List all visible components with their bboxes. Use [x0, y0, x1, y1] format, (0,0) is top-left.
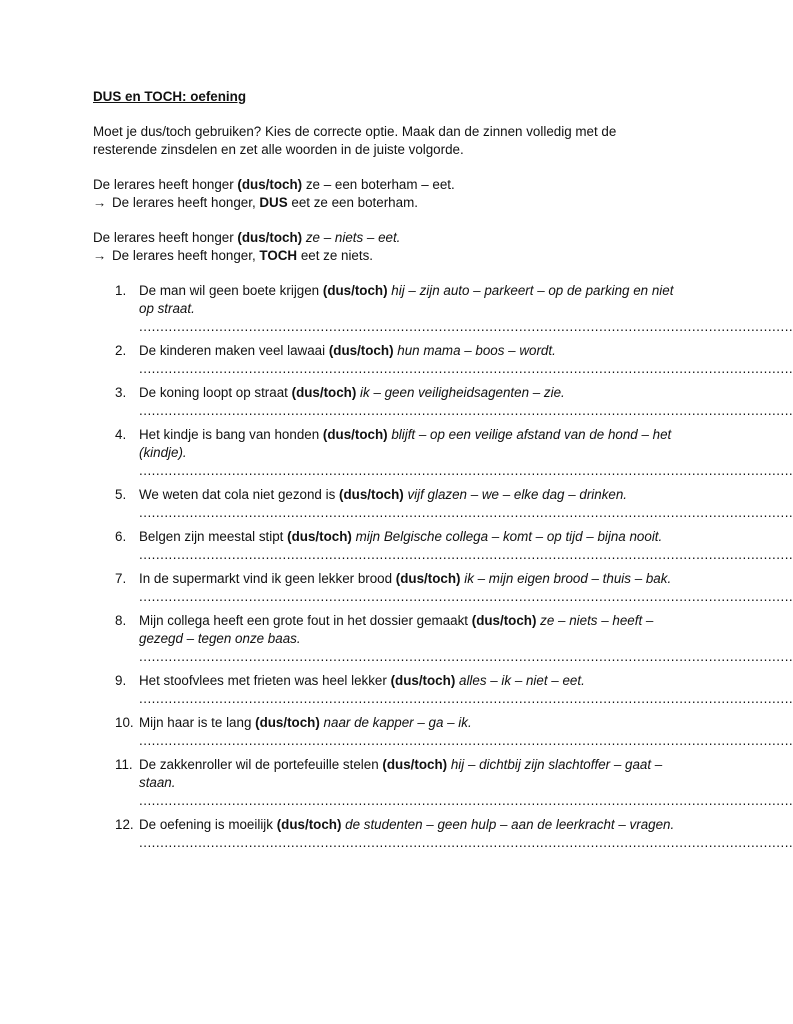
example-answer-start: De lerares heeft honger,: [112, 195, 260, 210]
answer-line[interactable]: ...........................................................................................................................................................: [139, 793, 793, 808]
exercise-item: [93, 486, 793, 520]
answer-line[interactable]: ...........................................................................................................................................................: [139, 361, 793, 376]
exercise-lead: Belgen zijn meestal stipt: [139, 529, 288, 544]
exercise-number: 1.: [115, 283, 127, 298]
exercise-word-parts: ik – mijn eigen brood – thuis – bak.: [460, 571, 672, 586]
exercise-lead: De kinderen maken veel lawaai: [139, 343, 329, 358]
exercise-number: 9.: [115, 673, 127, 688]
exercise-lead: Het stoofvlees met frieten was heel lekker: [139, 673, 391, 688]
exercise-word-parts: vijf glazen – we – elke dag – drinken.: [403, 487, 628, 502]
example-answer-start: De lerares heeft honger,: [112, 248, 260, 263]
exercise-word-parts: hun mama – boos – wordt.: [393, 343, 556, 358]
answer-line[interactable]: ...........................................................................................................................................................: [139, 403, 793, 418]
answer-line[interactable]: ...........................................................................................................................................................: [139, 547, 793, 562]
exercise-lead: De man wil geen boete krijgen: [139, 283, 323, 298]
exercise-choice: (dus/toch): [328, 343, 394, 358]
exercise-choice: (dus/toch): [382, 757, 448, 772]
exercise-number: 2.: [115, 343, 127, 358]
exercise-choice: (dus/toch): [390, 673, 456, 688]
instructions: Moet je dus/toch gebruiken? Kies de correcte optie. Maak dan de zinnen volledig met de resterende zinsdelen en zet alle woorden in de juiste volgorde.: [93, 124, 617, 157]
exercise-sentence: [139, 487, 627, 502]
worksheet-title: DUS en TOCH: oefening: [93, 89, 247, 104]
exercise-number: 10.: [115, 715, 134, 730]
exercise-lead: Het kindje is bang van honden: [139, 427, 323, 442]
exercise-number: 3.: [115, 385, 127, 400]
example-answer-keyword: TOCH: [259, 248, 298, 263]
examples: [93, 176, 678, 265]
exercise-number: 12.: [115, 817, 134, 832]
exercise-number: 5.: [115, 487, 127, 502]
exercise-choice: (dus/toch): [287, 529, 352, 544]
exercise-item: [93, 426, 793, 478]
exercise-item: [93, 570, 793, 604]
exercise-choice: (dus/toch): [395, 571, 461, 586]
exercise-sentence: [139, 343, 556, 358]
exercise-sentence: [139, 715, 472, 730]
example-prompt: [93, 229, 678, 247]
exercise-choice: (dus/toch): [471, 613, 537, 628]
answer-line[interactable]: ...........................................................................................................................................................: [139, 649, 793, 664]
answer-line[interactable]: ...........................................................................................................................................................: [139, 691, 793, 706]
exercise-item: [93, 282, 793, 334]
example-choice: (dus/toch): [237, 230, 303, 245]
exercise-sentence: [139, 529, 662, 544]
example-prompt-start: De lerares heeft honger: [93, 230, 238, 245]
exercise-number: 4.: [115, 427, 127, 442]
exercise-lead: De oefening is moeilijk: [139, 817, 277, 832]
exercise-item: [93, 612, 793, 664]
exercise-sentence: [139, 283, 673, 316]
arrow-right-icon: →: [93, 248, 107, 263]
arrow-right-icon: →: [93, 195, 107, 210]
exercise-word-parts: blijft – op een veilige afstand van de hond – het (kindje).: [139, 427, 672, 460]
exercise-lead: Mijn collega heeft een grote fout in het dossier gemaakt: [139, 613, 472, 628]
example-answer-keyword: DUS: [259, 195, 288, 210]
answer-line[interactable]: ...........................................................................................................................................................: [139, 589, 793, 604]
exercise-sentence: [139, 385, 565, 400]
example-prompt-rest: ze – niets – eet.: [302, 230, 401, 245]
exercise-sentence: [139, 427, 671, 460]
exercise-item: [93, 714, 793, 748]
example-block: [93, 229, 678, 265]
exercise-item: [93, 528, 793, 562]
example-choice: (dus/toch): [237, 177, 303, 192]
exercise-choice: (dus/toch): [291, 385, 357, 400]
exercise-lead: Mijn haar is te lang: [139, 715, 256, 730]
exercise-choice: (dus/toch): [255, 715, 320, 730]
exercise-word-parts: ik – geen veiligheidsagenten – zie.: [356, 385, 565, 400]
example-prompt-start: De lerares heeft honger: [93, 177, 238, 192]
exercise-list: [93, 282, 793, 850]
exercise-item: [93, 672, 793, 706]
example-answer-end: eet ze niets.: [297, 248, 374, 263]
exercise-word-parts: ze – niets – heeft – gezegd – tegen onze baas.: [139, 613, 654, 646]
example-answer-end: eet ze een boterham.: [287, 195, 418, 210]
exercise-word-parts: de studenten – geen hulp – aan de leerkracht – vragen.: [341, 817, 675, 832]
exercise-sentence: [139, 817, 674, 832]
exercise-number: 7.: [115, 571, 127, 586]
exercise-item: [93, 756, 793, 808]
exercise-number: 11.: [115, 757, 133, 772]
exercise-word-parts: hij – dichtbij zijn slachtoffer – gaat – staan.: [139, 757, 663, 790]
exercise-item: [93, 384, 793, 418]
exercise-sentence: [139, 571, 671, 586]
worksheet: [93, 88, 793, 858]
exercise-word-parts: alles – ik – niet – eet.: [455, 673, 585, 688]
exercise-number: 8.: [115, 613, 127, 628]
exercise-item: [93, 342, 793, 376]
answer-line[interactable]: ...........................................................................................................................................................: [139, 733, 793, 748]
answer-line[interactable]: ...........................................................................................................................................................: [139, 835, 793, 850]
example-answer: [93, 247, 678, 265]
exercise-sentence: [139, 757, 662, 790]
exercise-word-parts: mijn Belgische collega – komt – op tijd – bijna nooit.: [351, 529, 663, 544]
exercise-choice: (dus/toch): [322, 283, 388, 298]
example-block: [93, 176, 678, 212]
exercise-sentence: [139, 613, 653, 646]
answer-line[interactable]: ...........................................................................................................................................................: [139, 463, 793, 478]
exercise-choice: (dus/toch): [339, 487, 404, 502]
exercise-word-parts: hij – zijn auto – parkeert – op de parking en niet op straat.: [139, 283, 674, 316]
example-answer: [93, 194, 678, 212]
exercise-sentence: [139, 673, 585, 688]
exercise-lead: We weten dat cola niet gezond is: [139, 487, 339, 502]
exercise-lead: In de supermarkt vind ik geen lekker brood: [139, 571, 396, 586]
answer-line[interactable]: ...........................................................................................................................................................: [139, 319, 793, 334]
exercise-choice: (dus/toch): [276, 817, 342, 832]
answer-line[interactable]: ...........................................................................................................................................................: [139, 505, 793, 520]
example-prompt: [93, 176, 678, 194]
exercise-choice: (dus/toch): [322, 427, 388, 442]
exercise-lead: De koning loopt op straat: [139, 385, 292, 400]
exercise-word-parts: naar de kapper – ga – ik.: [319, 715, 472, 730]
exercise-number: 6.: [115, 529, 127, 544]
exercise-item: [93, 816, 793, 850]
example-prompt-rest: ze – een boterham – eet.: [302, 177, 455, 192]
exercise-lead: De zakkenroller wil de portefeuille stelen: [139, 757, 383, 772]
